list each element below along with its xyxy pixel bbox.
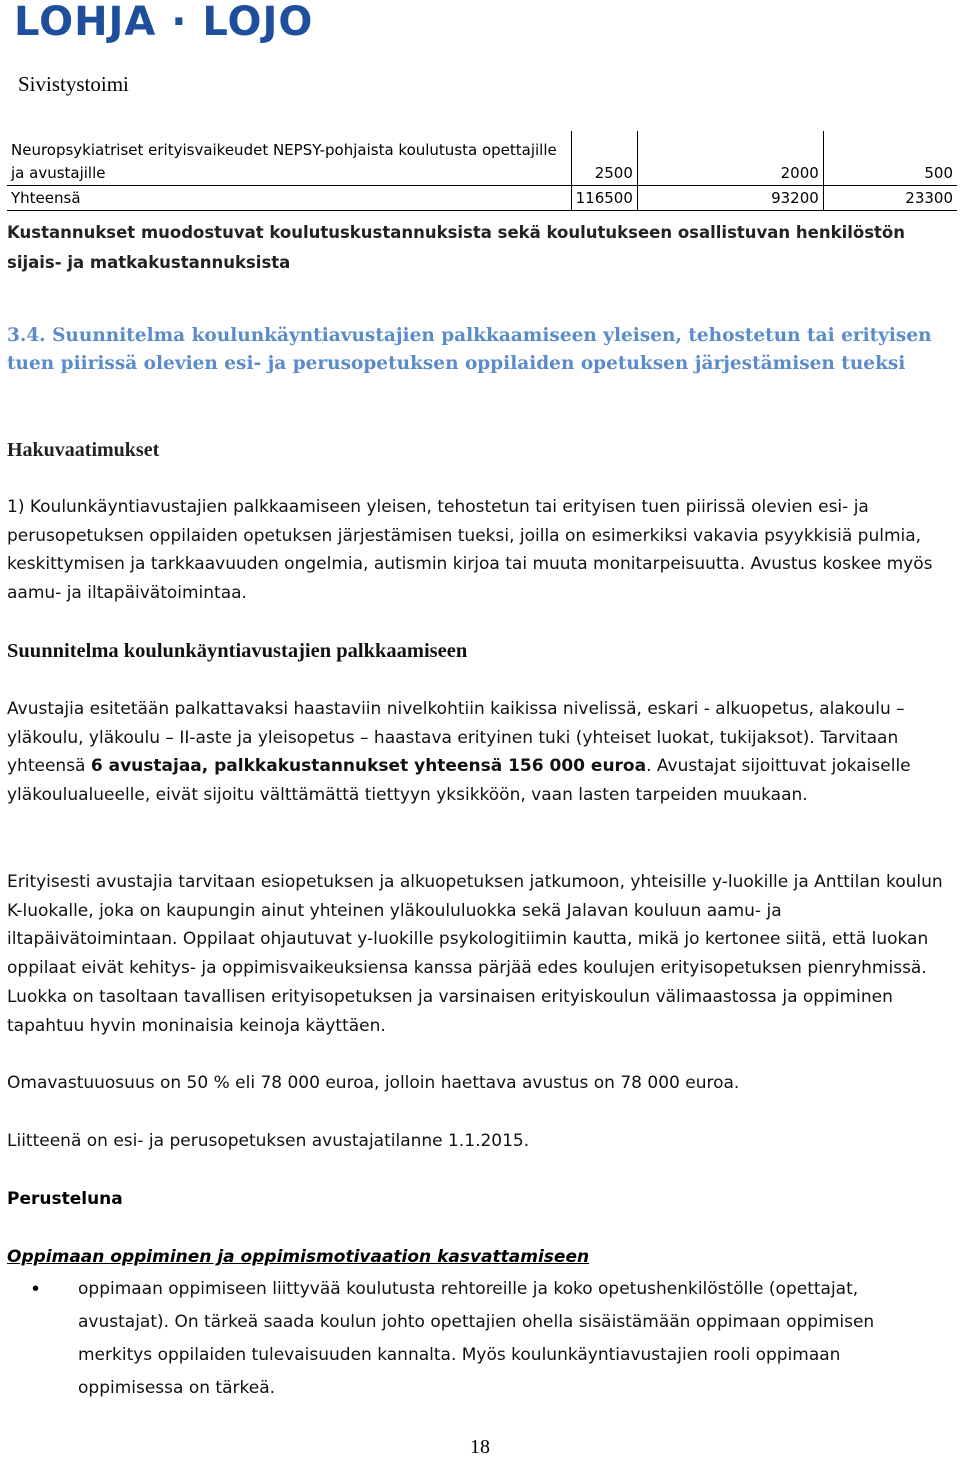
rationale-subheading: Oppimaan oppiminen ja oppimismotivaation kasvattamiseen (7, 1247, 590, 1267)
plan-paragraph-2: Erityisesti avustajia tarvitaan esiopetuksen ja alkuopetuksen jatkumoon, yhteisille y-luokille ja Anttilan koulun K-luokalle, joka on kaupungin ainut yhteinen yläkoululuokka sekä Jalavan kouluun aamu- ja iltapäivätoimintaan. Oppilaat ohjautuvat y-luokille psykologitiimin kautta, mikä jo kertonee siitä, että luokan oppilaat eivät kehitys- ja oppimisvaikeuksiensa kanssa pärjää edes koulujen erityisopetuksen pienryhmissä. Luokka on tasoltaan tavallisen erityisopetuksen ja varsinaisen erityiskoulun välimaastossa ja oppiminen tapahtuu hyvin moninaisia keinoja käyttäen. (7, 872, 943, 1036)
plan-text-bold: 6 avustajaa, palkkakustannukset yhteensä 156 000 euroa (90, 756, 647, 777)
plan-paragraph-4: Liitteenä on esi- ja perusopetuksen avustajatilanne 1.1.2015. (7, 1131, 530, 1151)
row-value-2: 93200 (637, 186, 823, 211)
row-label: Yhteensä (7, 186, 571, 211)
row-value-2: 2000 (637, 131, 823, 186)
criteria-heading: Hakuvaatimukset (7, 439, 160, 461)
plan-text-a: Avustajia esitetään palkattavaksi haastaviin nivelkohtiin kaikissa nivelissä, eskari - alkuopetus, alakoulu – yläkoulu, yläkoulu – II-aste ja yleisopetus – haastava erityinen tuki (yhteiset luokat, tukijaksot). Tarvitaan yhteensä (7, 699, 905, 777)
plan-heading: Suunnitelma koulunkäyntiavustajien palkkaamiseen (7, 640, 468, 662)
plan-paragraph-3: Omavastuuosuus on 50 % eli 78 000 euroa, jolloin haettava avustus on 78 000 euroa. (7, 1073, 740, 1093)
row-value-1: 2500 (571, 131, 637, 186)
lohja-lojo-logo: LOHJA · LOJO (14, 0, 314, 45)
department-name: Sivistystoimi (18, 72, 129, 96)
page-number: 18 (470, 1436, 490, 1458)
bullet-item: oppimaan oppimiseen liittyvää koulutusta rehtoreille ja koko opetushenkilöstölle (opettajat, avustajat). On tärkeä saada koulun johto opettajien ohella sisäistämään oppimaan oppimisen merkitys oppilaiden tulevaisuuden kannalta. Myös koulunkäyntiavustajien rooli oppimaan oppimisessa on tärkeä. (78, 1279, 875, 1398)
cost-note: Kustannukset muodostuvat koulutuskustannuksista sekä koulutukseen osallistuvan henkilöstön sijais- ja matkakustannuksista (7, 223, 906, 272)
bullet-icon: • (32, 1278, 40, 1300)
section-heading: 3.4. Suunnitelma koulunkäyntiavustajien palkkaamiseen yleisen, tehostetun tai erityisen tuen piirissä olevien esi- ja perusopetuksen oppilaiden opetuksen järjestämisen tueksi (7, 325, 932, 374)
rationale-heading: Perusteluna (7, 1189, 123, 1209)
table-row (7, 131, 957, 186)
table-row-total (7, 186, 957, 211)
criteria-paragraph: 1) Koulunkäyntiavustajien palkkaamiseen yleisen, tehostetun tai erityisen tuen piirissä olevien esi- ja perusopetuksen oppilaiden opetuksen järjestämisen tueksi, joilla on esimerkiksi vakavia psyykkisiä pulmia, keskittymisen ja tarkkaavuuden ongelmia, autismin kirjoa tai muuta monitarpeisuutta. Avustus koskee myös aamu- ja iltapäivätoimintaa. (7, 497, 933, 604)
row-label: Neuropsykiatriset erityisvaikeudet NEPSY-pohjaista koulutusta opettajille ja avustajille (11, 141, 557, 182)
plan-paragraph-1 (7, 695, 955, 810)
plan-text-b: . Avustajat sijoittuvat jokaiselle yläkoulualueelle, eivät sijoitu välttämättä tiettyyn yksikköön, vaan lasten tarpeiden muukaan. (7, 756, 911, 806)
row-value-3: 23300 (823, 186, 957, 211)
row-value-1: 116500 (571, 186, 637, 211)
row-value-3: 500 (823, 131, 957, 186)
cost-table (7, 131, 957, 211)
